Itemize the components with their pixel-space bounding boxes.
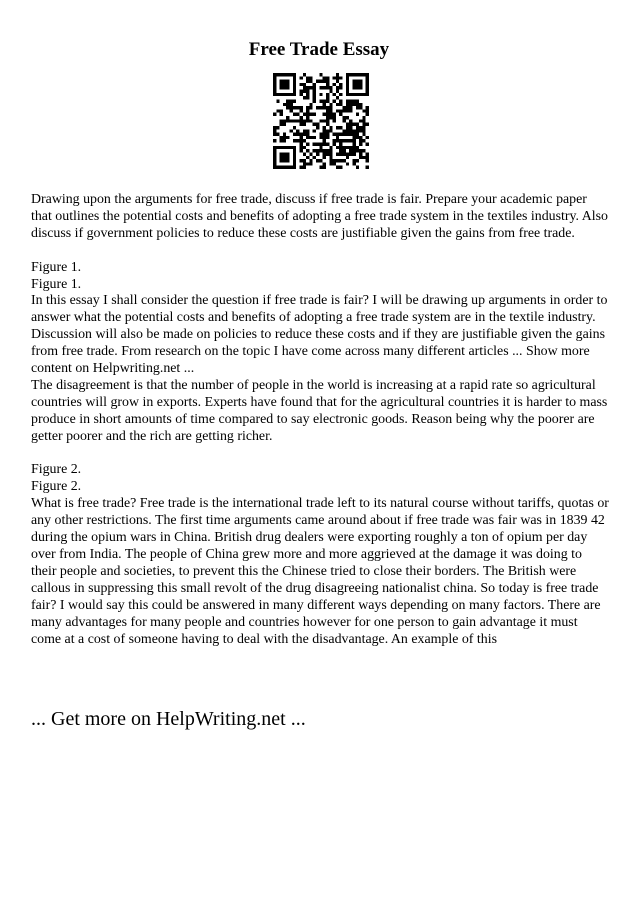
- page-title: Free Trade Essay: [248, 39, 390, 60]
- essay-paragraph: What is free trade? Free trade is the international trade left to its natural course without tariffs, quotas or any other restrictions. The first time arguments came around about if free trade was fair was in 1839 42 during the opium wars in China. British drug dealers were exporting roughly a ton of opium per day over from India. The people of China grew more and more aggrieved at the damage it was doing to their people and societies, to prevent this the Chinese tried to close their borders. The British were callous in suppressing this small revolt of the drug disagreeing nationalist china. So today is free trade fair? I would say this could be answered in many different ways depending on many factors. There are many advantages for many people and countries however for one person to gain advantage it must come at a cost of someone having to deal with the disadvantage. An example of this: [31, 496, 609, 647]
- get-more-link[interactable]: ... Get more on HelpWriting.net ...: [31, 708, 306, 730]
- essay-body: [31, 192, 609, 648]
- essay-paragraph: The disagreement is that the number of people in the world is increasing at a rapid rate so agricultural countries will grow in exports. Experts have found that for the agricultural countries it is harder to mass produce in short amounts of time compared to say electronic goods. Reason being why the poorer are getter poorer and the rich are getting richer.: [31, 377, 608, 444]
- figure-caption: Figure 2.: [31, 462, 82, 478]
- figure-caption: Figure 1.: [31, 276, 82, 292]
- figure-caption: Figure 1.: [31, 259, 82, 275]
- figure-caption: Figure 2.: [31, 479, 82, 495]
- essay-paragraph: In this essay I shall consider the question if free trade is fair? I will be drawing up arguments in order to answer what the potential costs and benefits of adopting a free trade system are in the textile industry. Discussion will also be made on policies to reduce these costs and if they are justifiable given the gains from free trade. From research on the topic I have come across many different articles ... Show more content on Helpwriting.net ...: [31, 293, 608, 377]
- intro-paragraph: Drawing upon the arguments for free trade, discuss if free trade is fair. Prepare your academic paper that outlines the potential costs and benefits of adopting a free trade system in the textiles industry. Also discuss if government policies to reduce these costs are justifiable given the gains from free trade.: [31, 192, 608, 241]
- qr-code-icon: [273, 73, 369, 169]
